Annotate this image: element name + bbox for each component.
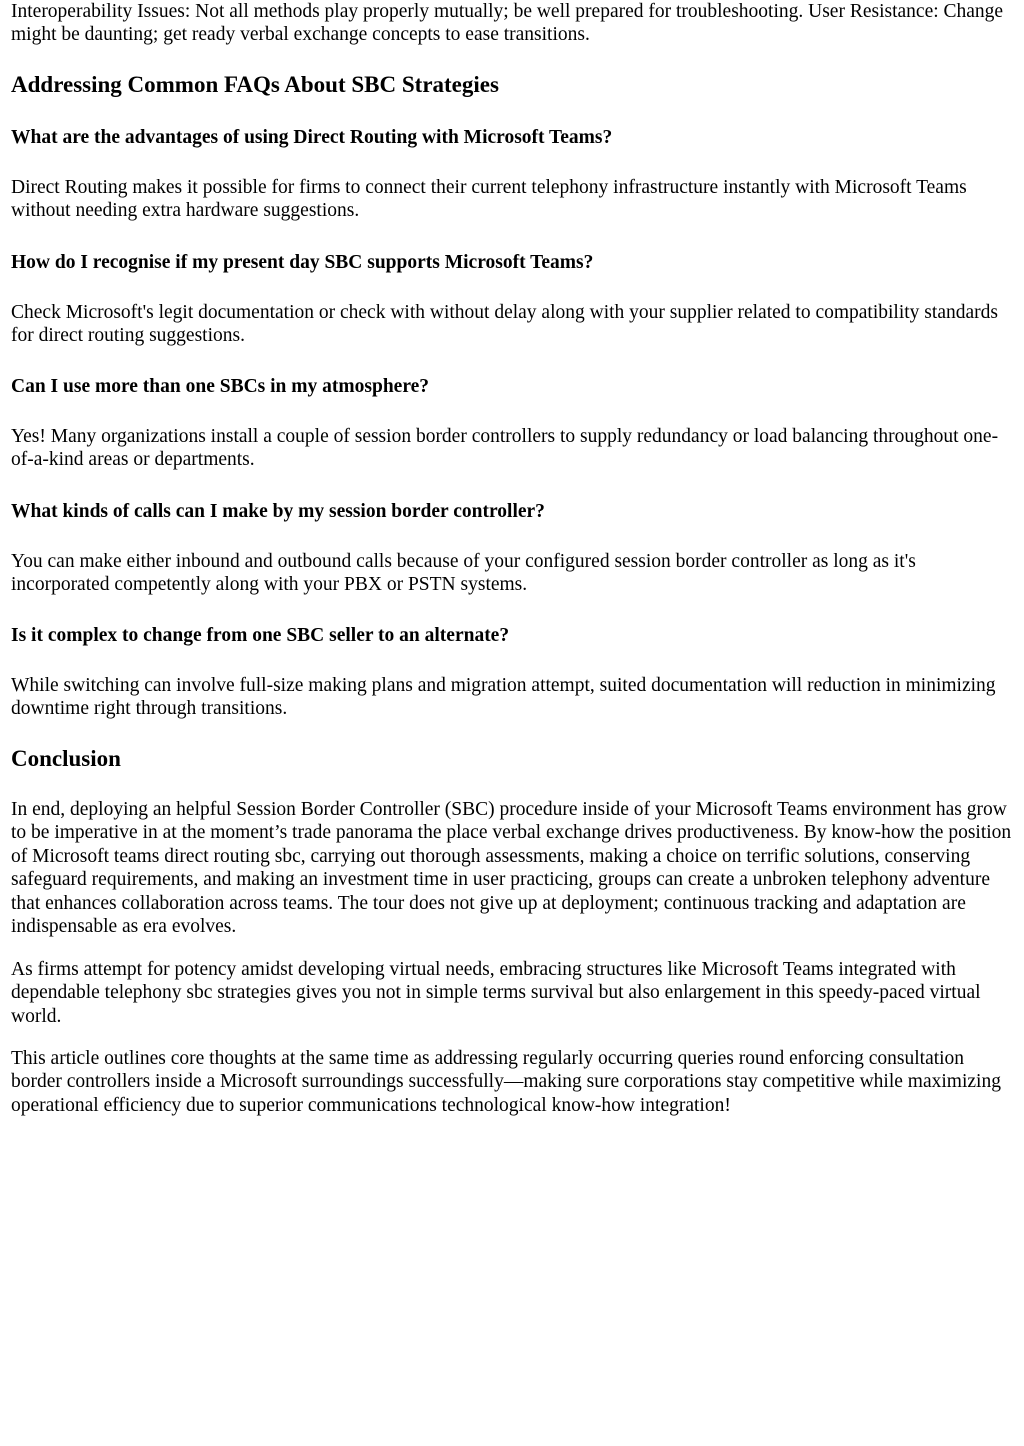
faq-answer-5: While switching can involve full-size making plans and migration attempt, suited documentation will reduction in minimizing downtime right through transitions. [11,675,996,720]
faq-question-3: Can I use more than one SBCs in my atmosphere? [11,376,430,397]
conclusion-heading: Conclusion [11,746,121,771]
faq-question-1: What are the advantages of using Direct Routing with Microsoft Teams? [11,127,613,148]
faq-question-5: Is it complex to change from one SBC seller to an alternate? [11,625,510,646]
intro-paragraph: Interoperability Issues: Not all methods play properly mutually; be well prepared for troubleshooting. User Resistance: Change might be daunting; get ready verbal exchange concepts to ease transitions. [11,1,1004,46]
faq-answer-2: Check Microsoft's legit documentation or check with without delay along with your supplier related to compatibility standards for direct routing suggestions. [11,302,998,347]
conclusion-paragraph-2: As firms attempt for potency amidst developing virtual needs, embracing structures like Microsoft Teams integrated with dependable telephony sbc strategies gives you not in simple terms survival but also enlargement in this speedy-paced virtual world. [11,959,981,1027]
faq-section-heading: Addressing Common FAQs About SBC Strategies [11,72,499,97]
faq-question-4: What kinds of calls can I make by my session border controller? [11,501,545,522]
faq-answer-1: Direct Routing makes it possible for firms to connect their current telephony infrastructure instantly with Microsoft Teams without needing extra hardware suggestions. [11,177,967,222]
faq-answer-3: Yes! Many organizations install a couple of session border controllers to supply redundancy or load balancing throughout one-of-a-kind areas or departments. [11,426,999,471]
faq-answer-4: You can make either inbound and outbound calls because of your configured session border controller as long as it's incorporated competently along with your PBX or PSTN systems. [11,551,916,596]
conclusion-paragraph-3: This article outlines core thoughts at the same time as addressing regularly occurring queries round enforcing consultation border controllers inside a Microsoft surroundings successfully—making sure corporations stay competitive while maximizing operational efficiency due to superior communications technological know-how integration! [11,1048,1001,1116]
conclusion-paragraph-1: In end, deploying an helpful Session Border Controller (SBC) procedure inside of your Microsoft Teams environment has grow to be imperative in at the moment’s trade panorama the place verbal exchange drives productiveness. By know-how the position of Microsoft teams direct routing sbc, carrying out thorough assessments, making a choice on terrific solutions, conserving safeguard requirements, and making an investment time in user practicing, groups can create a unbroken telephony adventure that enhances collaboration across teams. The tour does not give up at deployment; continuous tracking and adaptation are indispensable as era evolves. [11,799,1012,938]
faq-question-2: How do I recognise if my present day SBC supports Microsoft Teams? [11,252,594,273]
